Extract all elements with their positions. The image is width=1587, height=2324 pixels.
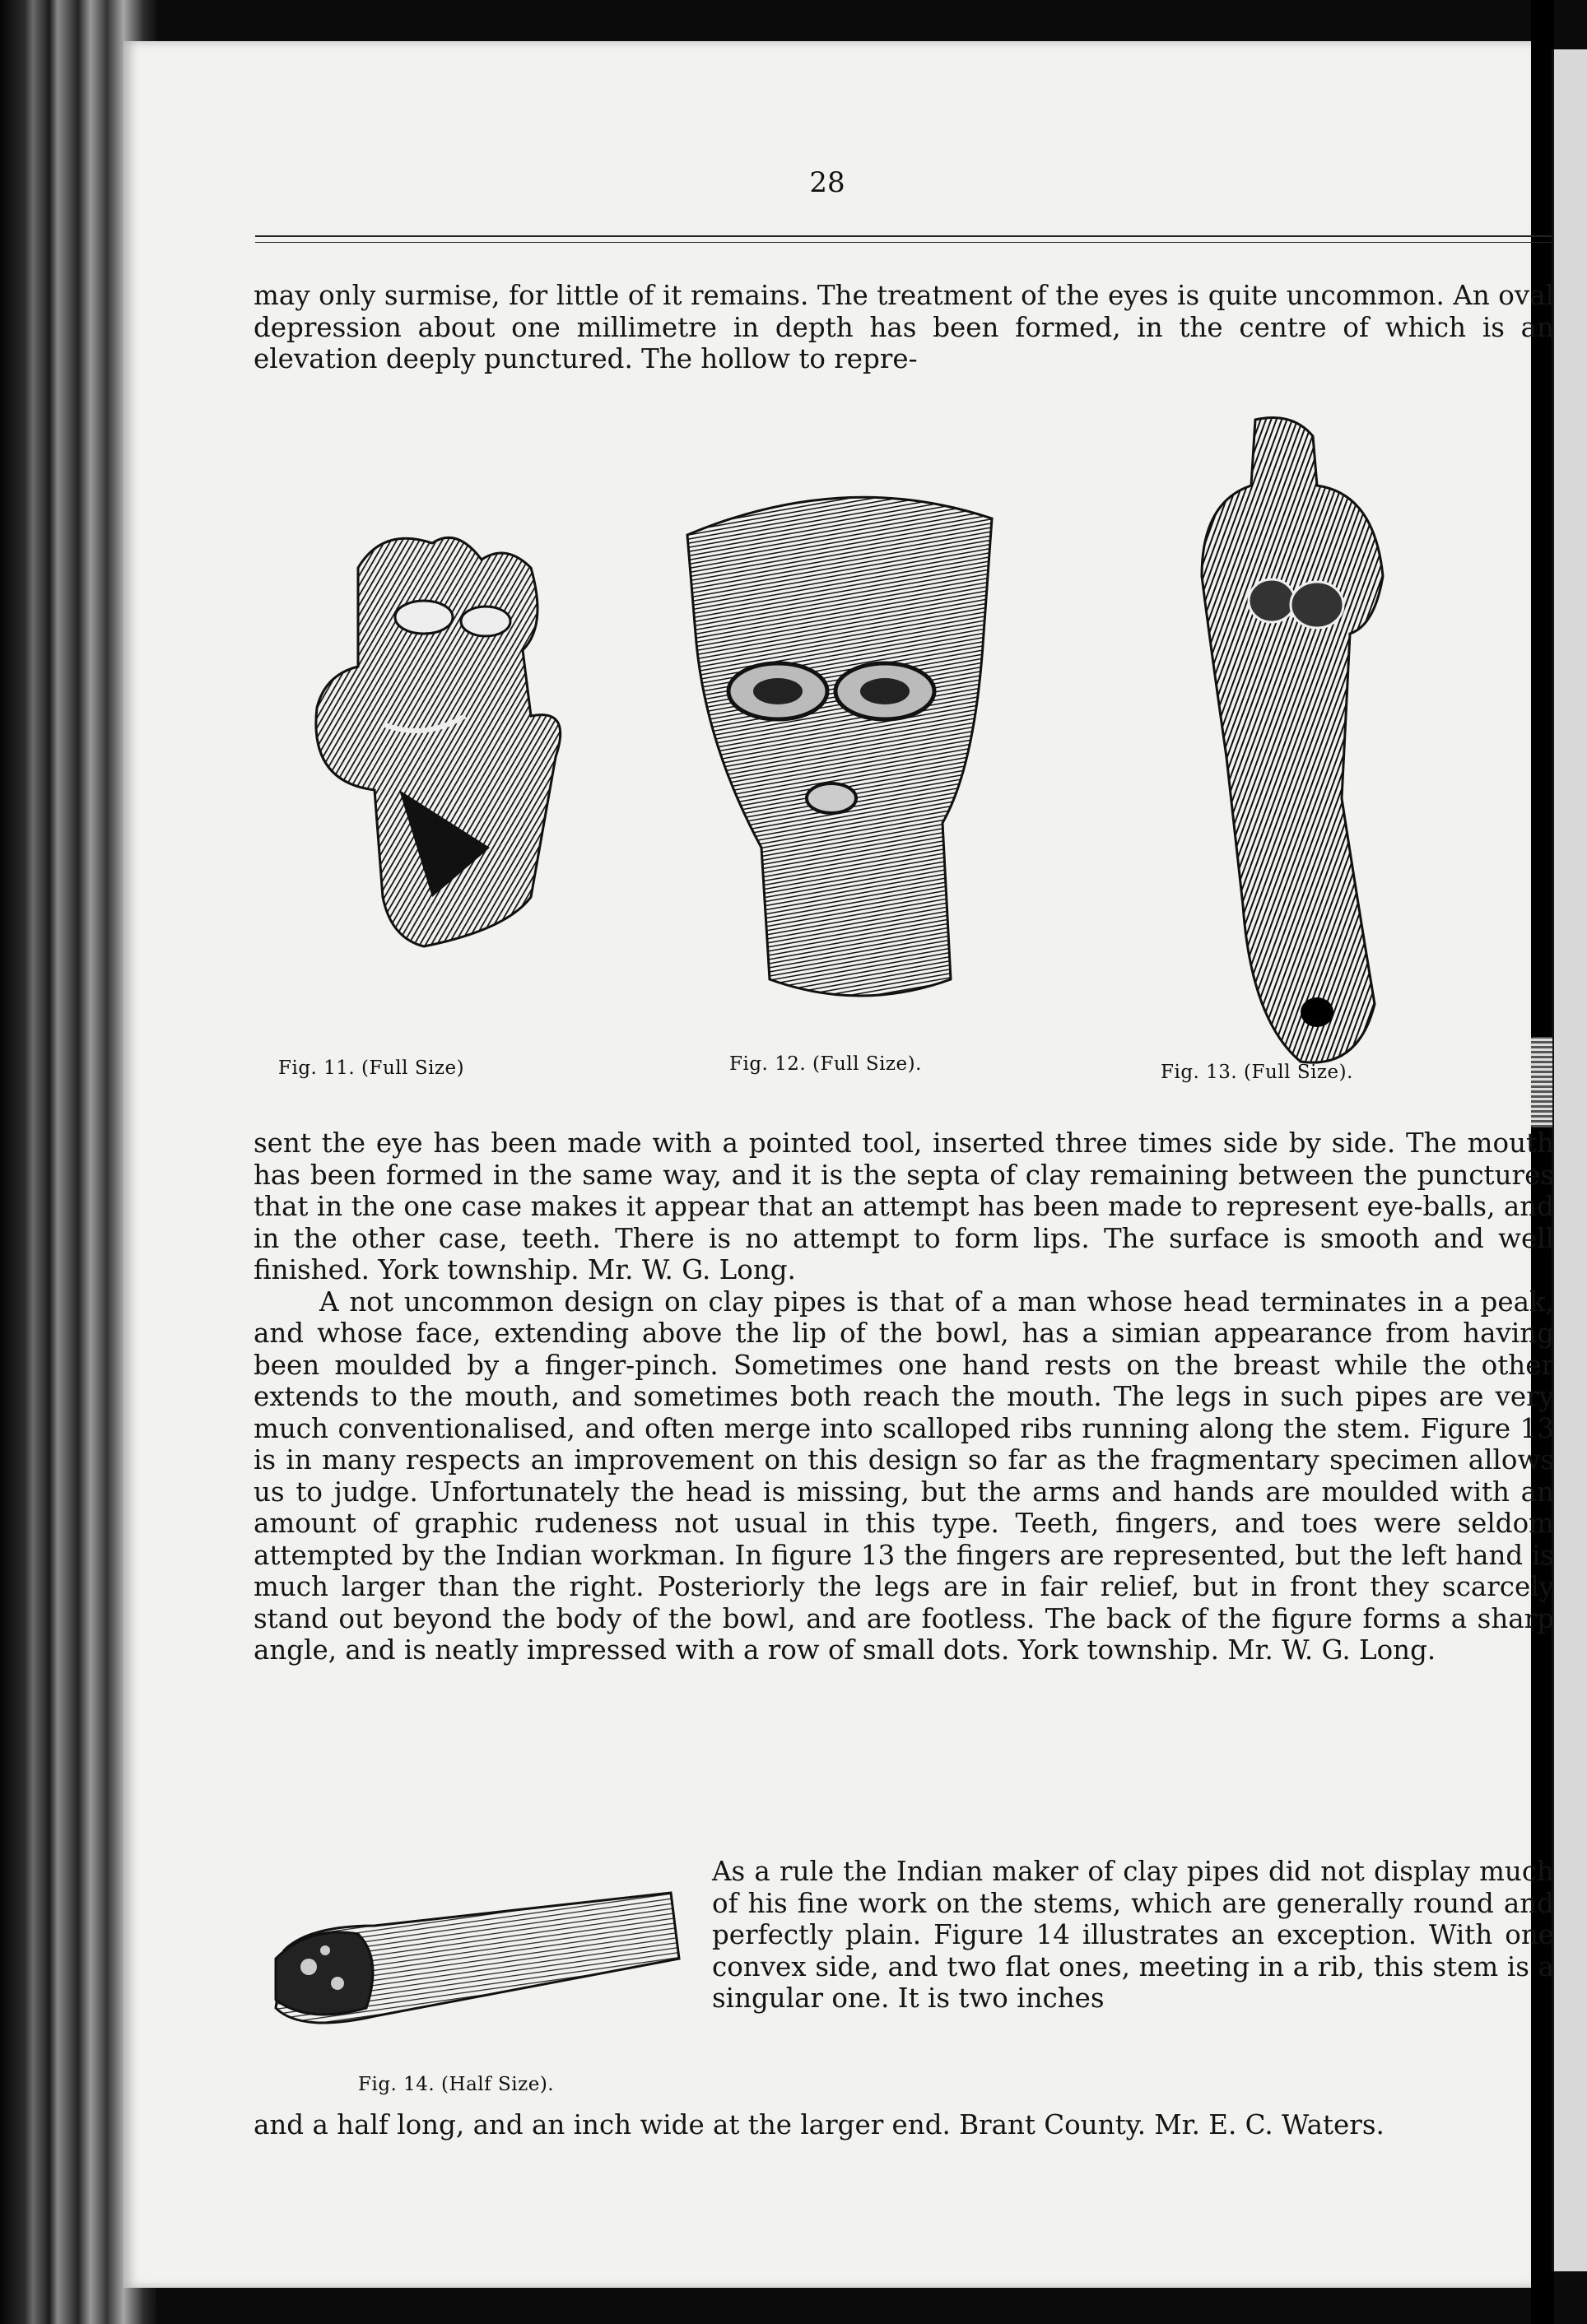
header-rule-thin [255, 242, 1552, 243]
paragraph-middle-1-text: sent the eye has been made with a pointed tool, inserted three times side by side. The mouth has been formed in the same way, and it is the septa of clay remaining between the punctures that in the one case makes it appear that an attempt has been made to represent eye-balls, and in the other case, teeth. There is no attempt to form lips. The surface is smooth and well finished. York township. Mr. W. G. Long. [254, 1127, 1554, 1285]
figure-14-caption: Fig. 14. (Half Size). [358, 2074, 555, 2095]
page-number: 28 [809, 166, 845, 199]
figure-11-pipe-head [259, 510, 696, 1004]
book-page [123, 41, 1554, 2288]
paragraph-top-text: may only surmise, for little of it remains. The treatment of the eyes is quite uncommon. An oval depression about one millimetre in depth has been formed, in the centre of which is an elevation deeply punctured. The hollow to repre- [254, 280, 1554, 374]
paragraph-middle [254, 1127, 1554, 1666]
paragraph-bottom [254, 2109, 1554, 2141]
paragraph-top [254, 280, 1554, 375]
next-page-edge [1552, 49, 1587, 2271]
figure-13-caption: Fig. 13. (Full Size). [1161, 1062, 1353, 1083]
paragraph-side-text: As a rule the Indian maker of clay pipes did not display much of his fine work on the stems, which are generally round and perfectly plain. Figure 14 illustrates an exception. With one convex side, and two flat ones, meeting in a rib, this stem is a singular one. It is two inches [712, 1856, 1554, 2014]
figure-12-pipe-bowl-face [679, 469, 1025, 1012]
paragraph-side [712, 1856, 1554, 2015]
paragraph-middle-2-text: A not uncommon design on clay pipes is that of a man whose head terminates in a peak, and whose face, extending above the lip of the bowl, has a simian appearance from having been moulded by a finger-pinch. Sometimes one hand rests on the breast while the other extends to the mouth, and sometimes both reach the mouth. The legs in such pipes are very much conventionalised, and often merge into scalloped ribs running along the stem. Figure 13 is in many respects an improvement on this design so far as the fragmentary specimen allows us to judge. Unfortunately the head is missing, but the arms and hands are moulded with an amount of graphic rudeness not usual in this type. Teeth, fingers, and toes were seldom attempted by the Indian workman. In figure 13 the fingers are represented, but the left hand is much larger than the right. Posteriorly the legs are in fair relief, but in front they scarcely stand out beyond the body of the bowl, and are footless. The back of the figure forms a sharp angle, and is neatly impressed with a row of small dots. York township. Mr. W. G. Long. [254, 1285, 1554, 1666]
paragraph-bottom-text: and a half long, and an inch wide at the larger end. Brant County. Mr. E. C. Waters. [254, 2109, 1385, 2140]
figure-11-caption: Fig. 11. (Full Size) [278, 1057, 465, 1079]
header-rule [255, 235, 1552, 237]
figure-14-pipe-stem [259, 1876, 696, 2057]
figure-13-pipe-figure [1152, 411, 1416, 1086]
figure-12-caption: Fig. 12. (Full Size). [729, 1053, 922, 1075]
